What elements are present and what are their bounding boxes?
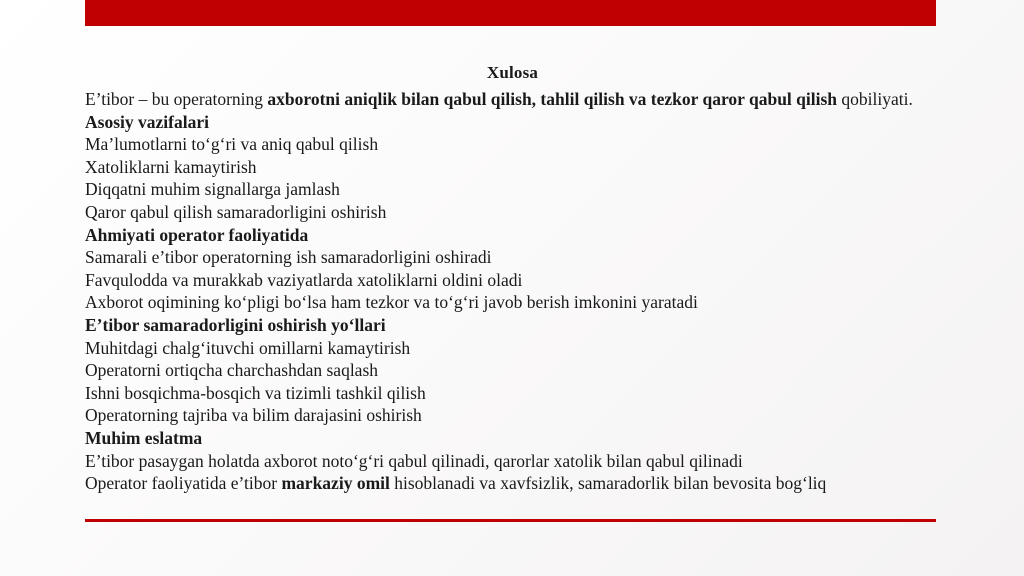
- list-item: Diqqatni muhim signallarga jamlash: [85, 179, 340, 200]
- list-item: Ishni bosqichma-bosqich va tizimli tashkil qilish: [85, 382, 426, 403]
- section-heading-etibor-samaradorligini-oshirish-yollari: E’tibor samaradorligini oshirish yo‘llari: [85, 314, 386, 335]
- list-item: Axborot oqimining ko‘pligi bo‘lsa ham tezkor va to‘g‘ri javob berish imkonini yaratadi: [85, 292, 698, 313]
- intro-text-bold: axborotni aniqlik bilan qabul qilish, tahlil qilish va tezkor qaror qabul qilish: [267, 89, 838, 109]
- section-heading-asosiy-vazifalari: Asosiy vazifalari: [85, 111, 209, 132]
- list-item: Ma’lumotlarni to‘g‘ri va aniq qabul qilish: [85, 134, 379, 155]
- list-item: Samarali e’tibor operatorning ish samaradorligini oshiradi: [85, 247, 492, 268]
- list-item: Qaror qabul qilish samaradorligini oshirish: [85, 201, 387, 222]
- closing-text-part2: hisoblanadi va xavfsizlik, samaradorlik bilan bevosita bog‘liq: [389, 473, 827, 494]
- closing-text-part1: Operator faoliyatida e’tibor: [85, 473, 282, 494]
- list-item: Operatorning tajriba va bilim darajasini oshirish: [85, 405, 422, 426]
- list-item: E’tibor pasaygan holatda axborot noto‘g‘ri qabul qilinadi, qarorlar xatolik bilan qabul qilinadi: [85, 450, 743, 471]
- closing-paragraph: [85, 472, 940, 495]
- list-item: Operatorni ortiqcha charchashdan saqlash: [85, 360, 379, 381]
- page-title: Xulosa: [486, 63, 539, 82]
- intro-paragraph: [85, 88, 940, 111]
- section-heading-muhim-eslatma: Muhim eslatma: [85, 427, 203, 448]
- decorative-red-bar: [85, 0, 936, 26]
- intro-text-part2: qobiliyati.: [837, 89, 913, 109]
- slide-content: [85, 62, 940, 495]
- list-item: Muhitdagi chalg‘ituvchi omillarni kamaytirish: [85, 337, 411, 358]
- intro-text-part1: E’tibor – bu operatorning: [85, 89, 268, 109]
- closing-text-bold: markaziy omil: [281, 473, 390, 494]
- list-item: Favqulodda va murakkab vaziyatlarda xatoliklarni oldini oladi: [85, 269, 523, 290]
- section-heading-ahmiyati-operator-faoliyatida: Ahmiyati operator faoliyatida: [85, 224, 309, 245]
- list-item: Xatoliklarni kamaytirish: [85, 156, 257, 177]
- decorative-red-line: [85, 519, 936, 522]
